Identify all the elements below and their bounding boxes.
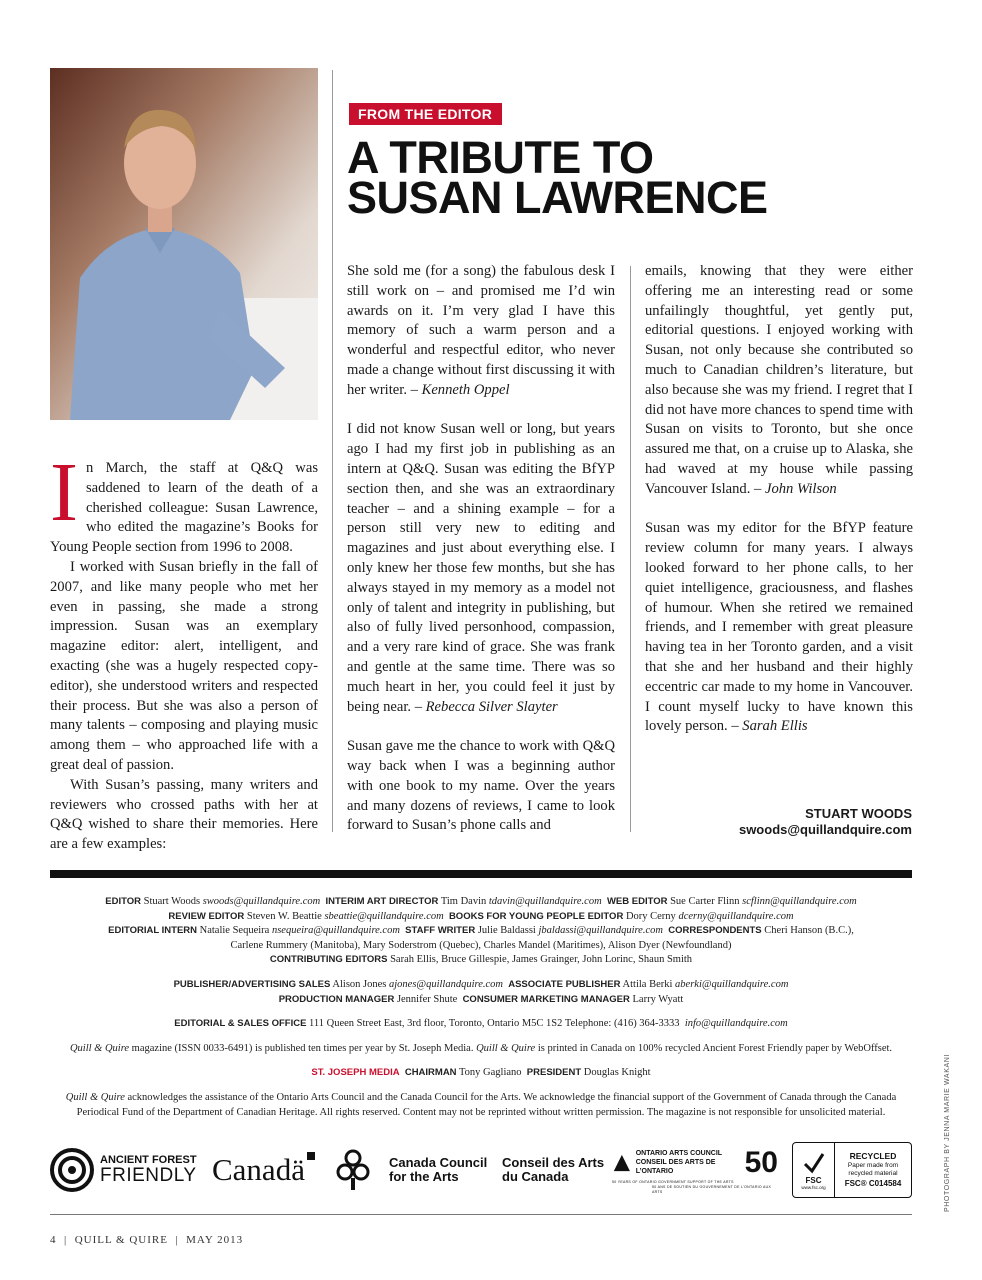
staff-name: Julie Baldassi <box>477 925 536 937</box>
editor-portrait <box>50 68 318 420</box>
staff-email[interactable]: jbaldassi@quillandquire.com <box>538 925 663 937</box>
staff-name: Sarah Ellis, Bruce Gillespie, James Grainger, John Lorinc, Shaun Smith <box>390 954 693 966</box>
title-line-2: SUSAN LAWRENCE <box>347 172 768 223</box>
intro-paragraph <box>50 446 318 558</box>
ancient-forest-friendly-logo <box>50 1140 200 1200</box>
masthead-line <box>50 895 912 910</box>
issn-text: magazine (ISSN 0033-6491) is published ten times per year by St. Joseph Media. <box>131 1042 474 1054</box>
signoff-email[interactable]: swoods@quillandquire.com <box>738 822 912 837</box>
fsc-line-1: Paper made from <box>847 1162 899 1169</box>
cc-en-1: Canada Council <box>389 1155 488 1170</box>
footer-magazine: QUILL & QUIRE <box>74 1234 168 1246</box>
oac-line-2: CONSEIL DES ARTS DE L’ONTARIO <box>635 1159 716 1175</box>
cc-fr-1: Conseil des Arts <box>502 1155 605 1170</box>
masthead-line <box>50 1066 912 1081</box>
oac-sub-2: 50 ANS DE SOUTIEN DU GOUVERNEMENT DE L’ONTARIO AUX ARTS <box>652 1184 772 1194</box>
role-label: EDITOR <box>105 896 142 907</box>
role-label: PRESIDENT <box>526 1067 582 1079</box>
role-label: CONTRIBUTING EDITORS <box>269 954 388 966</box>
role-label: CONSUMER MARKETING MANAGER <box>462 993 630 1005</box>
tree-check-icon <box>801 1150 827 1176</box>
staff-email[interactable]: tdavin@quillandquire.com <box>488 896 602 907</box>
masthead-line <box>50 953 912 968</box>
staff-name: Attila Berki <box>622 978 673 990</box>
tribute-author: – Rebecca Silver Slayter <box>414 698 558 715</box>
masthead-line: Carlene Rummery (Manitoba), Mary Soderstrom (Quebec), Charles Mandel (Maritimes), Alison Dyer (Newfoundland) <box>230 939 732 951</box>
oac-sub-1: 50 YEARS OF ONTARIO GOVERNMENT SUPPORT OF THE ARTS <box>612 1179 734 1184</box>
staff-email[interactable]: swoods@quillandquire.com <box>202 896 321 907</box>
canada-council-logo <box>335 1140 495 1200</box>
canada-wordmark <box>212 1140 320 1200</box>
issn-text: is printed in Canada on 100% recycled Ancient Forest Friendly paper by WebOffset. <box>537 1042 893 1054</box>
staff-email[interactable]: aberki@quillandquire.com <box>675 978 789 990</box>
role-label: CHAIRMAN <box>404 1067 457 1079</box>
role-label: BOOKS FOR YOUNG PEOPLE EDITOR <box>448 910 624 922</box>
magazine-name: Quill & Quire <box>65 1091 125 1103</box>
oac-50-mark: 50 <box>744 1145 778 1179</box>
fsc-recycled-logo <box>792 1140 912 1200</box>
title-line-1: A TRIBUTE TO <box>347 132 654 183</box>
flag-icon <box>307 1152 315 1160</box>
page-number: 4 <box>50 1234 57 1246</box>
fsc-url: www.fsc.org <box>801 1184 826 1190</box>
staff-name: Cheri Hanson (B.C.), <box>764 925 854 937</box>
conseil-des-arts-logo <box>502 1140 612 1200</box>
staff-name: Tony Gagliano <box>458 1067 522 1079</box>
masthead-line <box>50 910 912 925</box>
fsc-recycled: RECYCLED <box>849 1151 897 1161</box>
swirl-icon <box>50 1148 94 1192</box>
aff-line-1: ANCIENT FOREST <box>100 1154 197 1166</box>
staff-name: Jennifer Shute <box>396 993 458 1005</box>
masthead-line <box>50 1091 912 1106</box>
staff-email[interactable]: scflinn@quillandquire.com <box>742 896 857 907</box>
aff-line-2: FRIENDLY <box>100 1165 197 1186</box>
cc-fr-2: du Canada <box>502 1169 569 1184</box>
magazine-name: Quill & Quire <box>476 1042 536 1054</box>
canada-council-icon <box>335 1148 371 1192</box>
masthead-line <box>50 1017 912 1032</box>
magazine-name: Quill & Quire <box>69 1042 130 1054</box>
article-column-3 <box>645 262 913 737</box>
editor-signoff <box>739 806 912 838</box>
column-rule <box>332 70 333 832</box>
column-rule <box>630 266 631 832</box>
cc-en-2: for the Arts <box>389 1169 459 1184</box>
section-divider <box>50 870 912 878</box>
company-name: ST. JOSEPH MEDIA <box>311 1067 400 1079</box>
role-label: EDITORIAL & SALES OFFICE <box>174 1018 307 1030</box>
oac-line-1: ONTARIO ARTS COUNCIL <box>635 1150 723 1157</box>
body-paragraph: With Susan’s passing, many writers and reviewers who crossed paths with her at Q&Q wished to share their memories. Here are a few examples: <box>50 776 318 853</box>
acknowledgement-text: acknowledges the assistance of the Ontario Arts Council and the Canada Council for the Arts. We acknowledge the financial support of the Government of Canada through the Canada <box>127 1091 897 1103</box>
signoff-name: STUART WOODS <box>805 806 912 821</box>
tribute-text: emails, knowing that they were either offering me an interesting read or some unfailingly thoughtful, yet gently put, editorial questions. I enjoyed working with Susan, not only because she contributed so much to Canadian children’s literature, but also because she was my friend. I regret that I did not have more chances to spend time with Susan on visits to Toronto, but she once assured me that, on a cruise up to Alaska, she had waved at my house while passing Vancouver Island. <box>645 263 913 497</box>
role-label: REVIEW EDITOR <box>168 910 245 922</box>
footer-rule <box>50 1214 912 1215</box>
photo-credit: PHOTOGRAPH BY JENNA MARIE WAKANI <box>944 1054 951 1212</box>
ontario-arts-council-logo <box>612 1140 778 1200</box>
tribute-author: – Kenneth Oppel <box>410 381 510 398</box>
staff-name: Sue Carter Flinn <box>670 896 740 907</box>
tribute-author: – John Wilson <box>754 480 837 497</box>
role-label: INTERIM ART DIRECTOR <box>325 896 439 907</box>
tribute-text: Susan was my editor for the BfYP feature review column for many years. I always looked forward to her phone calls, to her quiet intelligence, graciousness, and flashes of humour. When she retired we remained friends, and I remember with great pleasure having tea in her Toronto garden, and a visit that she and her husband and their highly eccentric car made to my home in Vancouver. I count myself lucky to have known this lovely person. <box>645 520 913 735</box>
role-label: CORRESPONDENTS <box>668 925 762 937</box>
fsc-line-2: recycled material <box>848 1170 898 1177</box>
staff-name: Dory Cerny <box>625 910 676 922</box>
body-paragraph: I worked with Susan briefly in the fall of 2007, and like many people who met her even in passing, she made a strong impression. Susan was an exemplary magazine editor: alert, intelligent, and exacting (she was a hugely respected copy-editor), she understood writers and respected their process. But she was also a person of many talents – composing and playing music among them – who approached life with a great deal of passion. <box>50 558 318 773</box>
page-footer: 4 | QUILL & QUIRE | MAY 2013 <box>50 1234 244 1246</box>
staff-name: Larry Wyatt <box>632 993 684 1005</box>
masthead-line: Periodical Fund of the Department of Canadian Heritage. All rights reserved. Content may not be reprinted without written permission. The magazine is not responsible for unsolicited material. <box>76 1106 886 1118</box>
role-label: PRODUCTION MANAGER <box>278 993 395 1005</box>
tribute-paragraph <box>645 262 913 500</box>
fsc-mark: FSC <box>805 1175 822 1185</box>
tribute-text: She sold me (for a song) the fabulous desk I still work on – and promised me I’d win awards on it. I’m very glad I have this memory of such a warm person and a wonderful and respectful editor, who never made a change without first discussing it with her writer. <box>347 263 615 398</box>
role-label: EDITORIAL INTERN <box>108 925 198 937</box>
office-address: 111 Queen Street East, 3rd floor, Toronto, Ontario M5C 1S2 Telephone: (416) 364-3333 <box>309 1018 680 1030</box>
fsc-label <box>792 1142 912 1198</box>
staff-name: Steven W. Beattie <box>246 910 322 922</box>
role-label: ASSOCIATE PUBLISHER <box>508 978 621 990</box>
sponsor-logos <box>50 1140 912 1200</box>
staff-email[interactable]: ajones@quillandquire.com <box>389 978 503 990</box>
office-email[interactable]: info@quillandquire.com <box>684 1018 788 1030</box>
staff-email[interactable]: nsequeira@quillandquire.com <box>271 925 400 937</box>
oac-icon <box>612 1152 632 1174</box>
role-label: PUBLISHER/ADVERTISING SALES <box>173 978 331 990</box>
article-column-1 <box>50 446 318 855</box>
tribute-author: – Sarah Ellis <box>731 718 808 735</box>
canada-text: Canadä <box>212 1152 305 1187</box>
staff-email[interactable]: dcerny@quillandquire.com <box>678 910 794 922</box>
staff-name: Natalie Sequeira <box>199 925 270 937</box>
staff-email[interactable]: sbeattie@quillandquire.com <box>324 910 444 922</box>
masthead-line <box>50 993 912 1008</box>
staff-name: Tim Davin <box>440 896 487 907</box>
drop-cap: I <box>50 446 78 539</box>
tribute-paragraph <box>347 420 615 717</box>
editor-photo <box>50 68 318 420</box>
masthead-line <box>50 978 912 993</box>
tribute-paragraph <box>347 262 615 401</box>
role-label: STAFF WRITER <box>405 925 476 937</box>
article-column-2 <box>347 262 615 836</box>
intro-text: n March, the staff at Q&Q was saddened to learn of the death of a cherished colleague: Susan Lawrence, who edited the magazine’s Books for Young People section from 1996 to 2008. <box>50 460 318 556</box>
tribute-paragraph <box>645 519 913 737</box>
article-title <box>347 132 907 223</box>
staff-name: Douglas Knight <box>583 1067 651 1079</box>
tribute-text: I did not know Susan well or long, but years ago I had my first job in publishing as an intern at Q&Q. Susan was editing the BfYP section then, and she was an extraordinary teacher – and a shining example – for a person still very new to editing and magazines and just about everything else. I only knew her those few months, but she has always stayed in my memory as a model not only of talent and integrity in publishing, but also of fully lived personhood, compassion, and a very rare kind of grace. She was frank and gentle at the same time. There was so much heart in her, you could feel it just by being near. <box>347 421 615 715</box>
role-label: WEB EDITOR <box>606 896 668 907</box>
staff-name: Stuart Woods <box>143 896 201 907</box>
staff-name: Alison Jones <box>332 978 387 990</box>
masthead <box>50 895 912 1120</box>
tribute-paragraph: Susan gave me the chance to work with Q&Q way back when I was a beginning author with one book to my name. Over the years and many dozens of reviews, I came to look forward to Susan’s phone calls and <box>347 738 615 834</box>
masthead-line <box>50 1042 912 1057</box>
masthead-line <box>50 924 912 939</box>
fsc-code: FSC® C014584 <box>844 1179 902 1188</box>
footer-date: MAY 2013 <box>186 1234 244 1246</box>
section-kicker: FROM THE EDITOR <box>349 103 502 125</box>
